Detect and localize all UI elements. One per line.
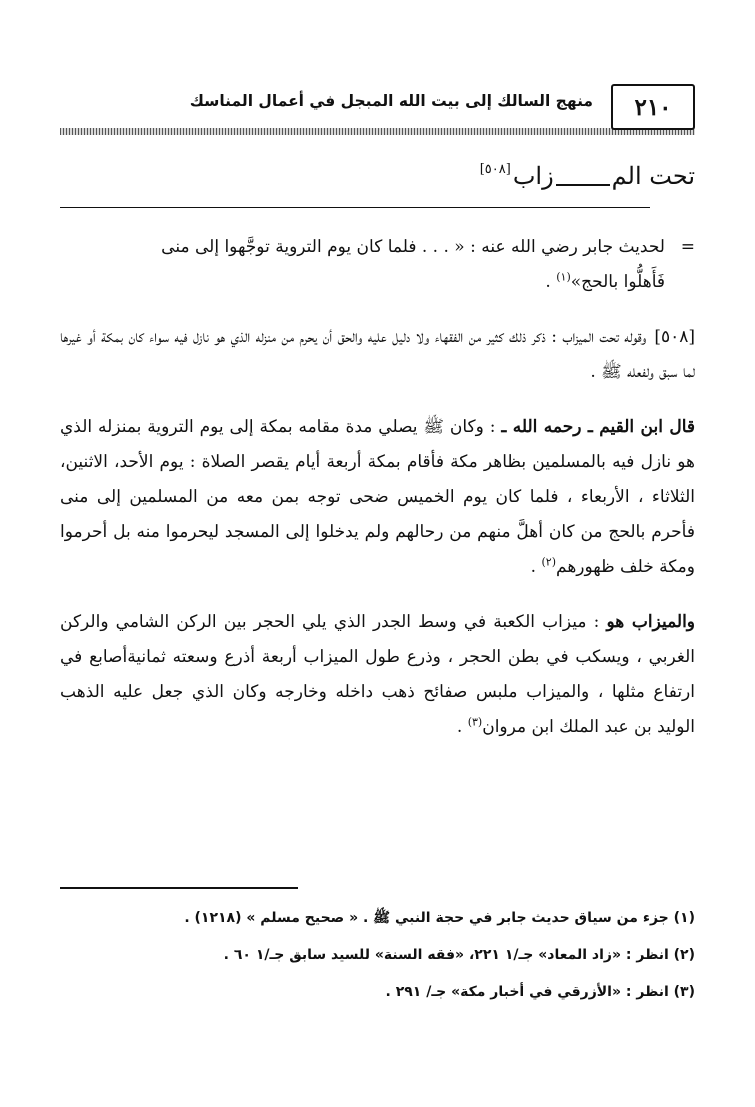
book-page: [60, 70, 695, 1070]
footnote-3: (٣) انظر : «الأزرقي في أخبار مكة» جـ/ ٢٩١ .: [385, 984, 695, 1000]
mizab-text: : ميزاب الكعبة في وسط الجدر الذي يلي الحجر بين الركن الشامي والركن الغربي ، ويسكب في بطن الحجر ، وذرع طول الميزاب أربعة أذرع وسعته ثمانيةأصابع في ارتفاع مثلها ، والميزاب ملبس صفائح ذهب داخله وخارجه وكان الذي جعل عليه الذهب الوليد بن عبد الملك ابن مروان: [60, 612, 695, 737]
ibn-qayyim-speaker: قال ابن القيم ـ رحمه الله ـ: [501, 417, 696, 437]
header-rule: [60, 128, 695, 135]
mizab-paragraph: [60, 605, 695, 745]
mizab-term: والميزاب هو: [606, 612, 696, 632]
ibn-qayyim-paragraph: [60, 410, 695, 585]
running-title: منهج السالك إلى بيت الله المبجل في أعمال المناسك: [189, 92, 593, 110]
continuation-end: .: [545, 272, 557, 292]
running-header: [60, 84, 695, 130]
note-508-text: وقوله تحت الميزاب : ذكر ذلك كثير من الفقهاء ولا دليل عليه والحق أن يحرم من منزله الذي هو نازل فيه سواء كان بمكة أو غيرها لما سبق ولفعله ﷺ .: [60, 327, 695, 382]
paragraph-gap: [60, 585, 695, 605]
note-508-paragraph: [60, 320, 695, 390]
page-number: ٢١٠: [611, 84, 695, 130]
footnote-ref-1: (١): [556, 270, 571, 284]
continuation-paragraph: [60, 230, 695, 300]
continuation-line2: فَأَهلُّوا بالحج»: [570, 272, 665, 292]
footnote-rule: [60, 887, 298, 889]
section-rule: [60, 207, 650, 208]
note-508-label: [٥٠٨]: [654, 327, 695, 347]
continuation-line1: لحديث جابر رضي الله عنه : « . . . فلما كان يوم التروية توجَّهوا إلى منى: [161, 237, 665, 257]
heading-kashida: [556, 184, 610, 186]
body-text: [60, 230, 695, 745]
footnote-ref-3: (٣): [467, 715, 483, 729]
footnote-1: (١) جزء من سياق حديث جابر في حجة النبي ﷺ . « صحيح مسلم » (١٢١٨) .: [184, 910, 695, 926]
paragraph-gap: [60, 300, 695, 320]
footnotes: [60, 900, 695, 1011]
heading-word-start: تحت الم: [611, 162, 695, 190]
heading-note-ref: [٥٠٨]: [479, 162, 511, 177]
ibn-qayyim-end: .: [530, 557, 542, 577]
mizab-end: .: [456, 717, 468, 737]
footnote-ref-2: (٢): [541, 555, 556, 569]
paragraph-gap: [60, 390, 695, 410]
section-heading: [480, 162, 695, 190]
continuation-marker: =: [680, 237, 695, 257]
heading-word-end: زاب: [512, 162, 554, 190]
ibn-qayyim-text: : وكان ﷺ يصلي مدة مقامه بمكة إلى يوم التروية بمنزله الذي هو نازل فيه بالمسلمين بظاهر مكة فأقام بمكة أربعة أيام يقصر الصلاة : يوم الأحد، الاثنين، الثلاثاء ، الأربعاء ، فلما كان يوم الخميس ضحى توجه بمن معه من المسلمين إلى منى فأحرم بالحج من كان أهلَّ منهم من رحالهم ولم يدخلوا إلى المسجد ليحرموا منه بل أحرموا ومكة خلف ظهورهم: [60, 417, 695, 577]
footnote-2: (٢) انظر : «زاد المعاد» جـ/١ ٢٢١، «فقه السنة» للسيد سابق جـ/١ ٦٠ .: [223, 947, 695, 963]
